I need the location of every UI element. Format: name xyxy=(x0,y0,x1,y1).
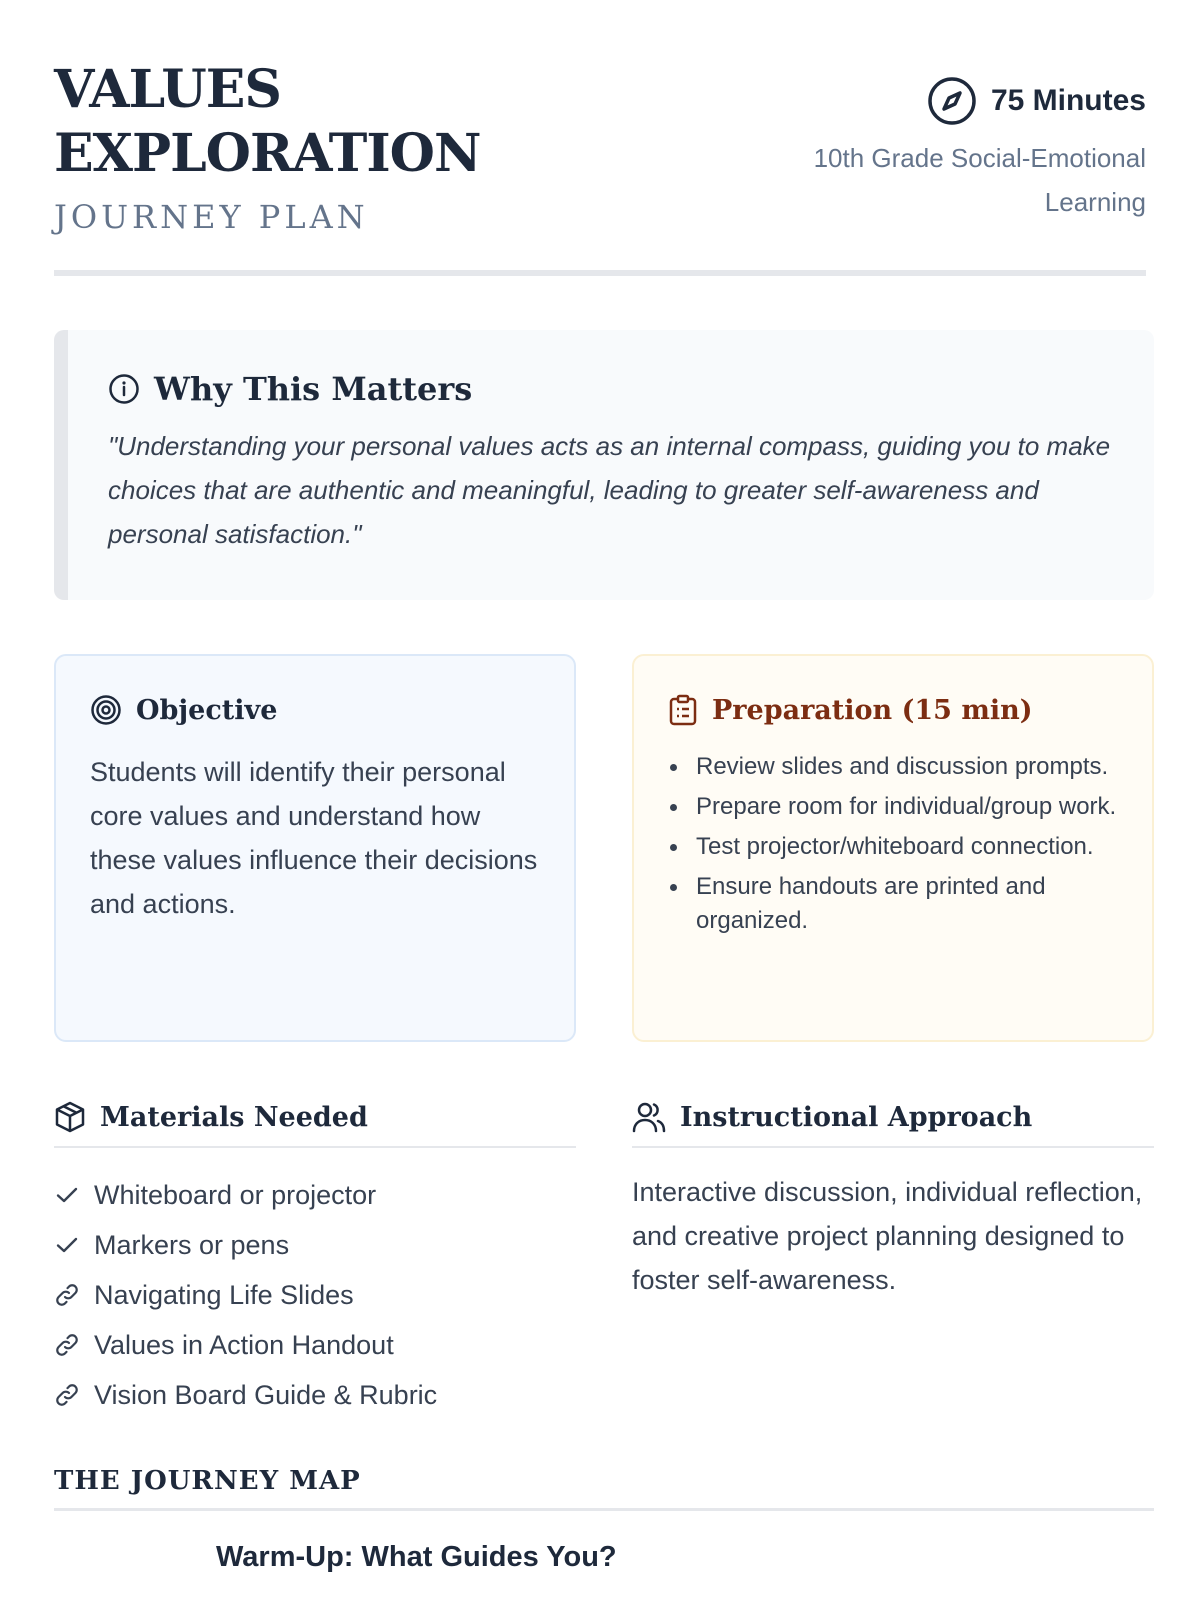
objective-heading: Objective xyxy=(136,694,278,726)
approach-text: Interactive discussion, individual reflection, and creative project planning designed to foster self-awareness. xyxy=(632,1177,1143,1295)
preparation-card xyxy=(632,654,1154,1042)
page-title xyxy=(54,58,481,186)
grade-level: 10th Grade Social-Emotional Learning xyxy=(813,143,1146,217)
material-item xyxy=(54,1220,576,1270)
objective-card xyxy=(54,654,576,1042)
check-icon xyxy=(54,1182,80,1208)
title-line-2: EXPLORATION xyxy=(54,123,481,184)
material-link-item[interactable] xyxy=(54,1320,576,1370)
users-icon xyxy=(632,1100,666,1134)
preparation-item: Test projector/whiteboard connection. xyxy=(668,830,1118,864)
material-label: Markers or pens xyxy=(94,1229,290,1260)
duration-text: 75 Minutes xyxy=(990,84,1146,117)
materials-list xyxy=(54,1170,576,1420)
preparation-list xyxy=(668,750,1118,938)
journey-map-heading: THE JOURNEY MAP xyxy=(54,1466,1154,1511)
material-link-item[interactable] xyxy=(54,1270,576,1320)
journey-map-section xyxy=(54,1466,1154,1574)
link-icon xyxy=(54,1382,80,1408)
material-link-label[interactable]: Values in Action Handout xyxy=(94,1329,394,1360)
preparation-item: Ensure handouts are printed and organized. xyxy=(668,870,1118,938)
info-icon xyxy=(108,373,140,405)
title-line-1: VALUES xyxy=(54,59,281,120)
instructional-approach-section xyxy=(632,1100,1154,1302)
why-this-matters-card xyxy=(54,330,1154,600)
materials-section xyxy=(54,1100,576,1420)
header xyxy=(54,0,1146,276)
materials-heading: Materials Needed xyxy=(100,1102,368,1133)
preparation-item: Review slides and discussion prompts. xyxy=(668,750,1118,784)
compass-icon xyxy=(927,76,977,126)
link-icon xyxy=(54,1282,80,1308)
page-subtitle: JOURNEY PLAN xyxy=(54,198,369,236)
why-quote: "Understanding your personal values acts as an internal compass, guiding you to make choices that are authentic and meaningful, leading to greater self-awareness and personal satisfaction." xyxy=(108,431,1111,549)
link-icon xyxy=(54,1332,80,1358)
box-icon xyxy=(54,1100,86,1134)
check-icon xyxy=(54,1232,80,1258)
approach-heading: Instructional Approach xyxy=(680,1102,1033,1133)
material-link-label[interactable]: Vision Board Guide & Rubric xyxy=(94,1379,438,1410)
material-item xyxy=(54,1170,576,1220)
clipboard-icon xyxy=(668,694,698,726)
target-icon xyxy=(90,694,122,726)
journey-step-title: Warm-Up: What Guides You? xyxy=(216,1541,617,1573)
why-heading: Why This Matters xyxy=(154,370,473,408)
preparation-heading: Preparation (15 min) xyxy=(712,694,1033,726)
material-link-label[interactable]: Navigating Life Slides xyxy=(94,1279,354,1310)
objective-text: Students will identify their personal core values and understand how these values influence their decisions and actions. xyxy=(90,757,538,919)
duration-badge xyxy=(927,76,1146,126)
material-link-item[interactable] xyxy=(54,1370,576,1420)
preparation-item: Prepare room for individual/group work. xyxy=(668,790,1118,824)
material-label: Whiteboard or projector xyxy=(94,1179,377,1210)
